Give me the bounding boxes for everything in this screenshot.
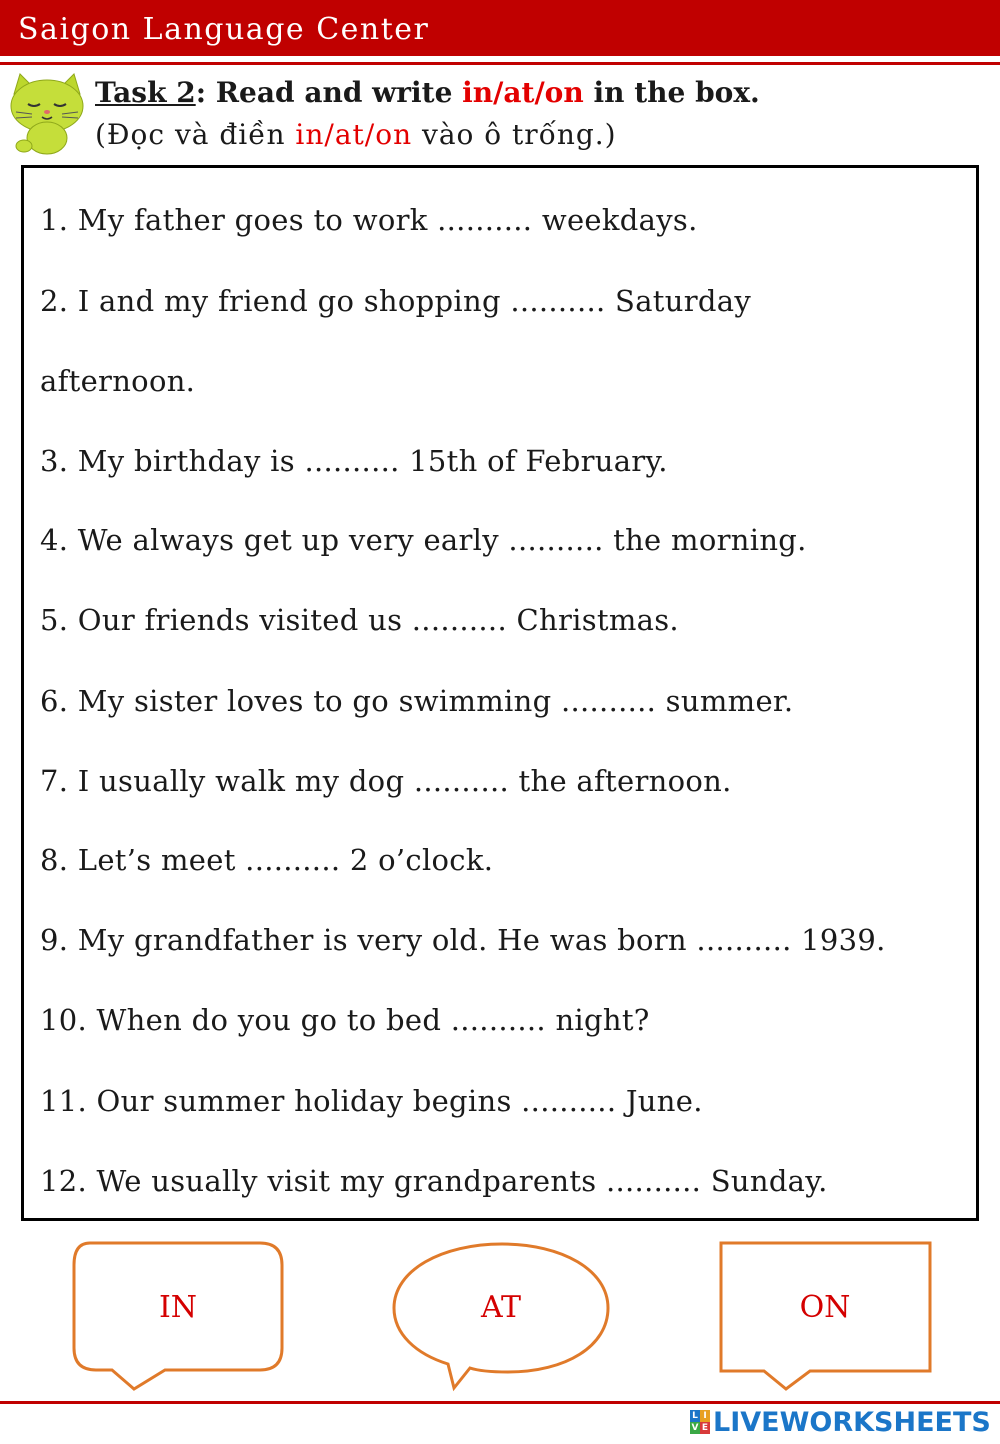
instruction-prefix: : Read and write — [195, 76, 463, 109]
question-10[interactable]: 10. When do you go to bed .......... night? — [40, 1003, 650, 1037]
question-11[interactable]: 11. Our summer holiday begins .......... June. — [40, 1084, 703, 1118]
question-4[interactable]: 4. We always get up very early .......... the morning. — [40, 523, 807, 557]
cat-mascot-icon — [4, 72, 90, 156]
instruction-suffix: in the box. — [583, 76, 760, 109]
question-2-continued: afternoon. — [40, 364, 196, 398]
logo-letter-l: L — [690, 1410, 700, 1422]
question-8[interactable]: 8. Let’s meet .......... 2 o’clock. — [40, 843, 494, 877]
question-7[interactable]: 7. I usually walk my dog .......... the afternoon. — [40, 764, 732, 798]
question-9[interactable]: 9. My grandfather is very old. He was born .......... 1939. — [40, 923, 886, 957]
exercise-box — [21, 165, 979, 1221]
answer-label-at[interactable]: AT — [480, 1290, 522, 1325]
question-2[interactable]: 2. I and my friend go shopping .......... Saturday — [40, 284, 752, 318]
liveworksheets-logo-icon — [690, 1410, 710, 1434]
brand-name[interactable]: LIVEWORKSHEETS — [713, 1406, 991, 1438]
instruction-highlight: in/at/on — [462, 76, 584, 109]
header-bar — [0, 0, 1000, 56]
logo-letter-e: E — [701, 1423, 709, 1433]
answer-label-in[interactable]: IN — [158, 1290, 198, 1325]
question-5[interactable]: 5. Our friends visited us .......... Christmas. — [40, 603, 679, 637]
translation-highlight: in/at/on — [295, 118, 413, 151]
question-3[interactable]: 3. My birthday is .......... 15th of February. — [40, 444, 668, 478]
task-translation — [95, 118, 617, 151]
task-instruction — [95, 76, 760, 109]
question-1[interactable]: 1. My father goes to work .......... weekdays. — [40, 203, 698, 237]
question-12[interactable]: 12. We usually visit my grandparents .......... Sunday. — [40, 1164, 828, 1198]
logo-letter-i: I — [700, 1410, 710, 1422]
answer-label-on[interactable]: ON — [799, 1290, 851, 1325]
header-divider — [0, 62, 1000, 65]
question-6[interactable]: 6. My sister loves to go swimming .......... summer. — [40, 684, 794, 718]
translation-prefix: (Đọc và điền — [95, 118, 296, 151]
footer-divider — [0, 1401, 1000, 1404]
header-title: Saigon Language Center — [18, 12, 430, 47]
liveworksheets-brand — [690, 1406, 991, 1438]
logo-letter-v: V — [691, 1423, 699, 1433]
translation-suffix: vào ô trống.) — [412, 118, 617, 151]
task-label: Task 2 — [95, 76, 196, 109]
